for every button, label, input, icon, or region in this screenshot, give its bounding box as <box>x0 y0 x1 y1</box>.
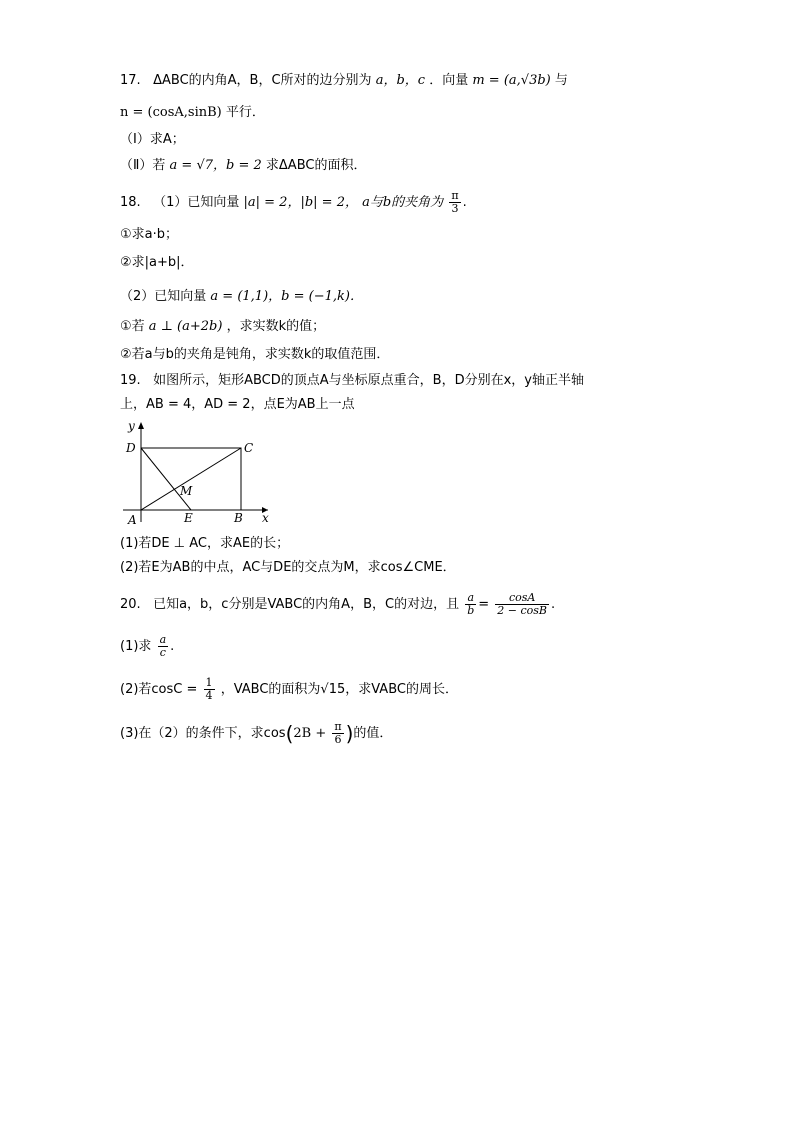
fraction-cosa <box>495 592 549 617</box>
rectangle-diagram <box>118 418 278 528</box>
problem-19-q2: (2)若E为AB的中点，AC与DE的交点为M，求cos∠CME． <box>120 560 456 575</box>
fraction-pi-over-6 <box>332 721 343 746</box>
q2-prefix: （Ⅱ）若 <box>120 158 166 173</box>
rhs-denominator: 2 − cosB <box>497 604 548 617</box>
q1-denominator: c <box>159 646 166 659</box>
problem-18-q1: ①求a·b； <box>120 227 179 242</box>
part2-prefix: （2）已知向量 <box>120 289 207 304</box>
problem-19-stem-2: 上，AB = 4，AD = 2，点E为AB上一点 <box>120 397 355 412</box>
angle-fraction <box>449 190 460 215</box>
lhs-numerator: a <box>465 592 476 605</box>
angle-denominator: 3 <box>451 202 459 215</box>
problem-18-number: 18. <box>120 195 141 210</box>
problem-19-line-1 <box>120 372 584 390</box>
q3-prefix-20: (3)在（2）的条件下，求cos <box>120 726 286 741</box>
open-paren: ( <box>285 721 294 746</box>
problem-17-parallel: 平行． <box>225 105 265 120</box>
q1-prefix: (1)求 <box>120 639 152 654</box>
problem-17-line-2 <box>120 104 265 122</box>
q3-prefix: ①若 <box>120 319 145 334</box>
problem-17-q1: （Ⅰ）求A； <box>120 132 185 147</box>
problem-18-q4: ②若a与b的夹角是钝角，求实数k的取值范围． <box>120 347 390 362</box>
angle-numerator: π <box>451 189 459 202</box>
problem-19-q1: (1)若DE ⊥ AC，求AE的长； <box>120 536 290 551</box>
problem-20-line-1: 20. 已知a，b，c分别是VABC的内角A，B，C的对边，且 $\frac{a}{b}$ = $\frac{\cos A}{2 - \cos B}$ . <box>120 591 556 617</box>
label-y: y <box>128 419 135 433</box>
problem-17-number: 17. <box>120 73 141 88</box>
problem-17-stem: ΔABC的内角A，B，C所对的边分别为 <box>153 73 372 88</box>
label-b: B <box>234 511 243 525</box>
problem-20-q2 <box>120 677 458 702</box>
label-e: E <box>184 511 193 525</box>
q3-argument: 2B + <box>293 726 327 741</box>
q2-question: 求ΔABC的面积． <box>265 158 367 173</box>
problem-17-vector-word: ．向量 <box>429 73 469 88</box>
label-d: D <box>126 441 136 455</box>
q3-question-20: 的值． <box>353 726 393 741</box>
fraction-a-over-c <box>158 634 169 659</box>
label-x: x <box>262 511 269 525</box>
part1-prefix: （1）已知向量 <box>153 195 240 210</box>
close-paren: ) <box>345 721 354 746</box>
lhs-denominator: b <box>467 604 475 617</box>
q2-prefix-20: (2)若cosC = <box>120 682 198 697</box>
problem-20-q3 <box>120 721 392 746</box>
fraction-a-over-b <box>465 592 476 617</box>
problem-17-and: 与 <box>554 73 568 88</box>
q3-condition: a ⊥ (a+2b) <box>148 319 223 334</box>
label-c: C <box>244 441 254 455</box>
q3-question: ，求实数k的值； <box>226 319 326 334</box>
q2-question-20: ，VABC的面积为√15，求VABC的周长． <box>220 682 458 697</box>
problem-19-stem: 如图所示，矩形ABCD的顶点A与坐标原点重合，B，D分别在x，y轴正半轴 <box>153 373 584 388</box>
problem-18-q2: ②求|a+b|． <box>120 255 194 270</box>
segment-de <box>141 448 191 510</box>
problem-17-line-1 <box>120 72 568 90</box>
problem-20-q1: (1)求 $\frac{a}{c}$ . <box>120 633 175 659</box>
q2-condition: a = √7，b = 2 <box>169 158 262 173</box>
q3-numerator: π <box>334 720 342 733</box>
q3-denominator: 6 <box>334 733 342 746</box>
problem-17-q2 <box>120 157 366 175</box>
problem-18-q3 <box>120 318 325 336</box>
fraction-one-quarter <box>204 677 215 702</box>
q1-numerator: a <box>159 633 167 646</box>
problem-20-stem: 已知a，b，c分别是VABC的内角A，B，C的对边，且 <box>153 597 460 612</box>
label-m: M <box>180 484 193 498</box>
problem-18-part2 <box>120 288 363 306</box>
problem-20-number: 20. <box>120 597 141 612</box>
problem-19-number: 19. <box>120 373 141 388</box>
problem-18-line-1: 18. （1）已知向量 |a| = 2，|b| = 2， a与b的夹角为 $\frac{\pi}{3}$ . <box>120 189 467 215</box>
vector-m: m = (a,√3b) <box>472 73 551 88</box>
label-a: A <box>128 513 137 527</box>
q2-denominator: 4 <box>205 689 213 702</box>
rhs-numerator: cosA <box>495 592 549 605</box>
y-axis-arrow <box>138 422 144 429</box>
part2-vectors: a = (1,1)，b = (−1,k)． <box>210 289 363 304</box>
segment-ac <box>141 448 241 510</box>
q2-numerator: 1 <box>205 676 213 689</box>
part1-angle-text: a与b的夹角为 <box>362 195 444 210</box>
problem-17-vars: a，b，c <box>375 73 426 88</box>
part1-magnitudes: |a| = 2，|b| = 2， <box>243 195 358 210</box>
vector-n: n = (cosA,sinB) <box>120 105 222 120</box>
